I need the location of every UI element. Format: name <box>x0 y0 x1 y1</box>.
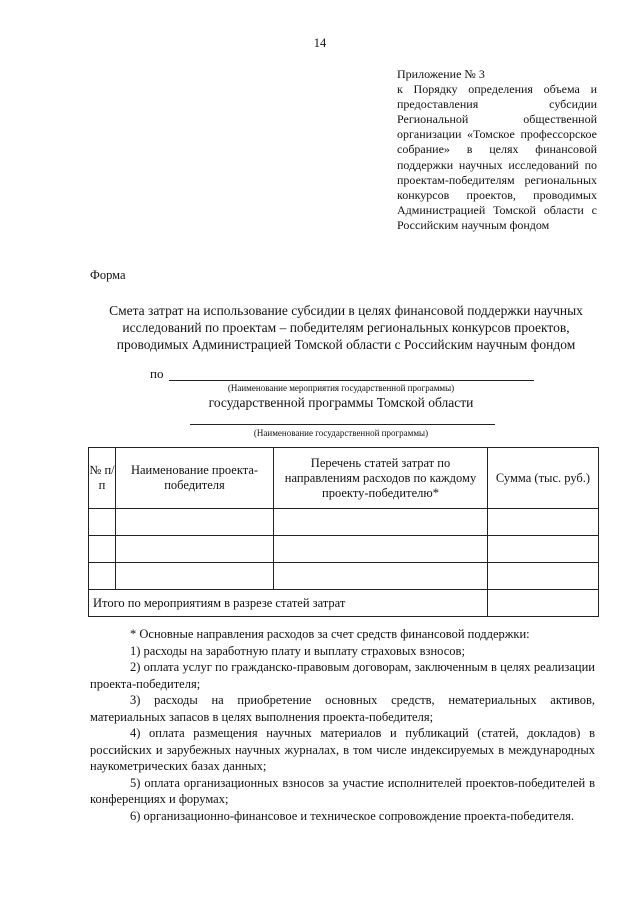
event-name-caption: (Наименование мероприятия государственной программы) <box>227 383 455 393</box>
document-title: Смета затрат на использование субсидии в целях финансовой поддержки научных исследований по проектам – победителям региональных конкурсов проектов, проводимых Администрацией Томской области с Российским научным фондом <box>109 303 583 352</box>
cost-estimate-table <box>88 447 599 617</box>
by-word: по <box>150 366 164 381</box>
table-cell[interactable] <box>488 536 599 563</box>
table-header-row <box>89 448 599 509</box>
table-cell[interactable] <box>274 509 488 536</box>
table-cell[interactable] <box>274 563 488 590</box>
total-label: Итого по мероприятиям в разрезе статей затрат <box>89 590 488 617</box>
header-amount: Сумма (тыс. руб.) <box>488 448 599 509</box>
total-amount-cell[interactable] <box>488 590 599 617</box>
event-name-line <box>169 380 534 381</box>
appendix-text: к Порядку определения объема и предоставления субсидии Региональной общественной организации «Томское профессорское собрание» в целях финансовой поддержки научных исследований по проектам-победителям региональных конкурсов проектов, проводимых Администрацией Томской области с Российским научным фондом <box>397 82 597 232</box>
program-name-line <box>190 424 495 425</box>
table-cell[interactable] <box>274 536 488 563</box>
table-cell[interactable] <box>89 509 116 536</box>
footnote-item: 6) организационно-финансовое и техническое сопровождение проекта-победителя. <box>130 808 575 823</box>
footnote-item: 3) расходы на приобретение основных средств, нематериальных активов, материальных запасов в целях выполнения проекта-победителя; <box>90 693 595 724</box>
table-row <box>89 536 599 563</box>
appendix-block <box>397 67 597 233</box>
table-cell[interactable] <box>89 563 116 590</box>
table-total-row <box>89 590 599 617</box>
table-cell[interactable] <box>488 509 599 536</box>
table-row <box>89 509 599 536</box>
header-project-name: Наименование проекта-победителя <box>116 448 274 509</box>
table-row <box>89 563 599 590</box>
footnotes <box>90 626 595 824</box>
appendix-title: Приложение № 3 <box>397 67 485 81</box>
footnote-item: 4) оплата размещения научных материалов и публикаций (статей, докладов) в российских и зарубежных научных журналах, в том числе индексируемых в международных наукометрических базах данных; <box>90 726 595 773</box>
table-cell[interactable] <box>116 509 274 536</box>
footnote-item: 1) расходы на заработную плату и выплату страховых взносов; <box>130 643 465 658</box>
footnote-item: 5) оплата организационных взносов за участие исполнителей проектов-победителей в конференциях и форумах; <box>90 775 595 806</box>
form-label: Форма <box>90 268 126 282</box>
header-number: № п/п <box>89 448 116 509</box>
table-cell[interactable] <box>116 536 274 563</box>
program-name-caption: (Наименование государственной программы) <box>253 428 429 438</box>
footnote-intro: * Основные направления расходов за счет средств финансовой поддержки: <box>130 627 530 641</box>
program-text: государственной программы Томской области <box>208 395 474 410</box>
footnote-item: 2) оплата услуг по гражданско-правовым договорам, заключенным в целях реализации проекта-победителя; <box>90 660 595 691</box>
table-cell[interactable] <box>89 536 116 563</box>
header-cost-items: Перечень статей затрат по направлениям расходов по каждому проекту-победителю* <box>274 448 488 509</box>
table-cell[interactable] <box>488 563 599 590</box>
table-cell[interactable] <box>116 563 274 590</box>
page-number: 14 <box>313 36 327 50</box>
